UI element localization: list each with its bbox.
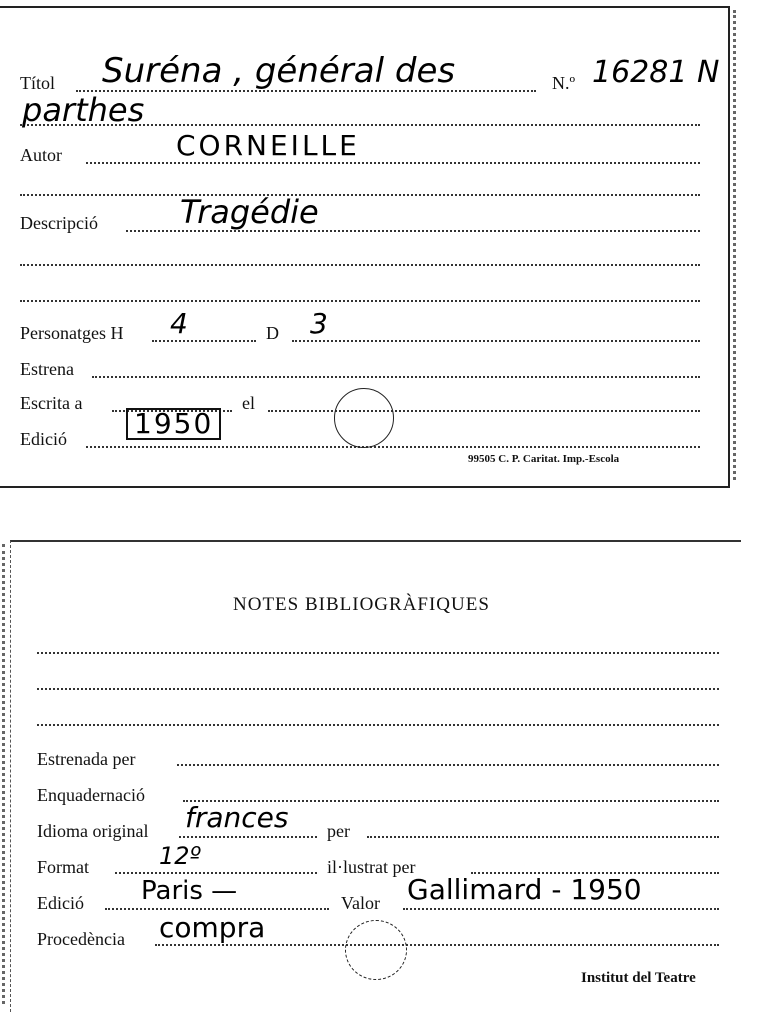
- titol-value-line2: parthes: [22, 91, 145, 129]
- edicio-line: [86, 446, 700, 448]
- idioma-label: Idioma original: [37, 821, 149, 841]
- procedencia-line: [155, 944, 719, 946]
- descripcio-line-2: [20, 264, 700, 266]
- estrena-label: Estrena: [20, 359, 74, 379]
- el-label: el: [242, 393, 255, 413]
- stamp-circle: [334, 388, 394, 448]
- edicio-label: Edició: [20, 429, 67, 449]
- idioma-line: [179, 836, 317, 838]
- titol-value: Suréna , général des: [102, 51, 456, 91]
- procedencia-value: compra: [159, 911, 266, 944]
- enquadernacio-label: Enquadernació: [37, 785, 145, 805]
- printer-mark: 99505 C. P. Caritat. Imp.-Escola: [468, 453, 620, 465]
- procedencia-label: Procedència: [37, 929, 125, 949]
- notes-line-2: [37, 688, 719, 690]
- illustrat-label: il·lustrat per: [327, 857, 416, 877]
- edicio-value: 1950: [126, 408, 221, 440]
- notes-line-3: [37, 724, 719, 726]
- format-label: Format: [37, 857, 89, 877]
- back-edicio-line: [105, 908, 329, 910]
- estrenada-label: Estrenada per: [37, 749, 136, 769]
- numero-label: N.º: [552, 73, 576, 93]
- autor-label: Autor: [20, 145, 62, 165]
- personatges-h-value: 4: [170, 307, 188, 340]
- estrenada-line: [177, 764, 719, 766]
- autor-value: CORNEILLE: [176, 129, 360, 162]
- valor-value: Gallimard - 1950: [407, 873, 642, 906]
- per-line: [367, 836, 719, 838]
- catalog-card-front: [0, 6, 730, 488]
- numero-value: 16281 N: [592, 55, 720, 90]
- personatges-h-line: [152, 340, 256, 342]
- descripcio-line-3: [20, 300, 700, 302]
- notes-line-1: [37, 652, 719, 654]
- autor-line: [86, 162, 700, 164]
- format-value: 12º: [159, 842, 201, 870]
- catalog-card-back: [10, 540, 741, 1012]
- titol-label: Títol: [20, 73, 55, 93]
- estrena-line: [92, 376, 700, 378]
- back-edicio-label: Edició: [37, 893, 84, 913]
- scan-edge-back: [2, 544, 13, 1004]
- personatges-d-line: [292, 340, 700, 342]
- valor-line: [403, 908, 719, 910]
- personatges-d-value: 3: [310, 307, 328, 340]
- descripcio-value: Tragédie: [180, 193, 319, 231]
- per-label: per: [327, 821, 350, 841]
- personatges-d-label: D: [266, 323, 279, 343]
- back-heading: NOTES BIBLIOGRÀFIQUES: [233, 594, 490, 615]
- autor-line-2: [20, 194, 700, 196]
- stamp-circle-back: [345, 920, 407, 980]
- institut-footer: Institut del Teatre: [581, 970, 696, 986]
- format-line: [115, 872, 317, 874]
- idioma-value: frances: [185, 801, 289, 834]
- el-line: [268, 410, 700, 412]
- descripcio-label: Descripció: [20, 213, 98, 233]
- valor-label: Valor: [341, 893, 380, 913]
- personatges-label: Personatges H: [20, 323, 124, 343]
- escrita-label: Escrita a: [20, 393, 83, 413]
- back-edicio-value: Paris —: [141, 876, 238, 906]
- scan-edge: [733, 10, 744, 480]
